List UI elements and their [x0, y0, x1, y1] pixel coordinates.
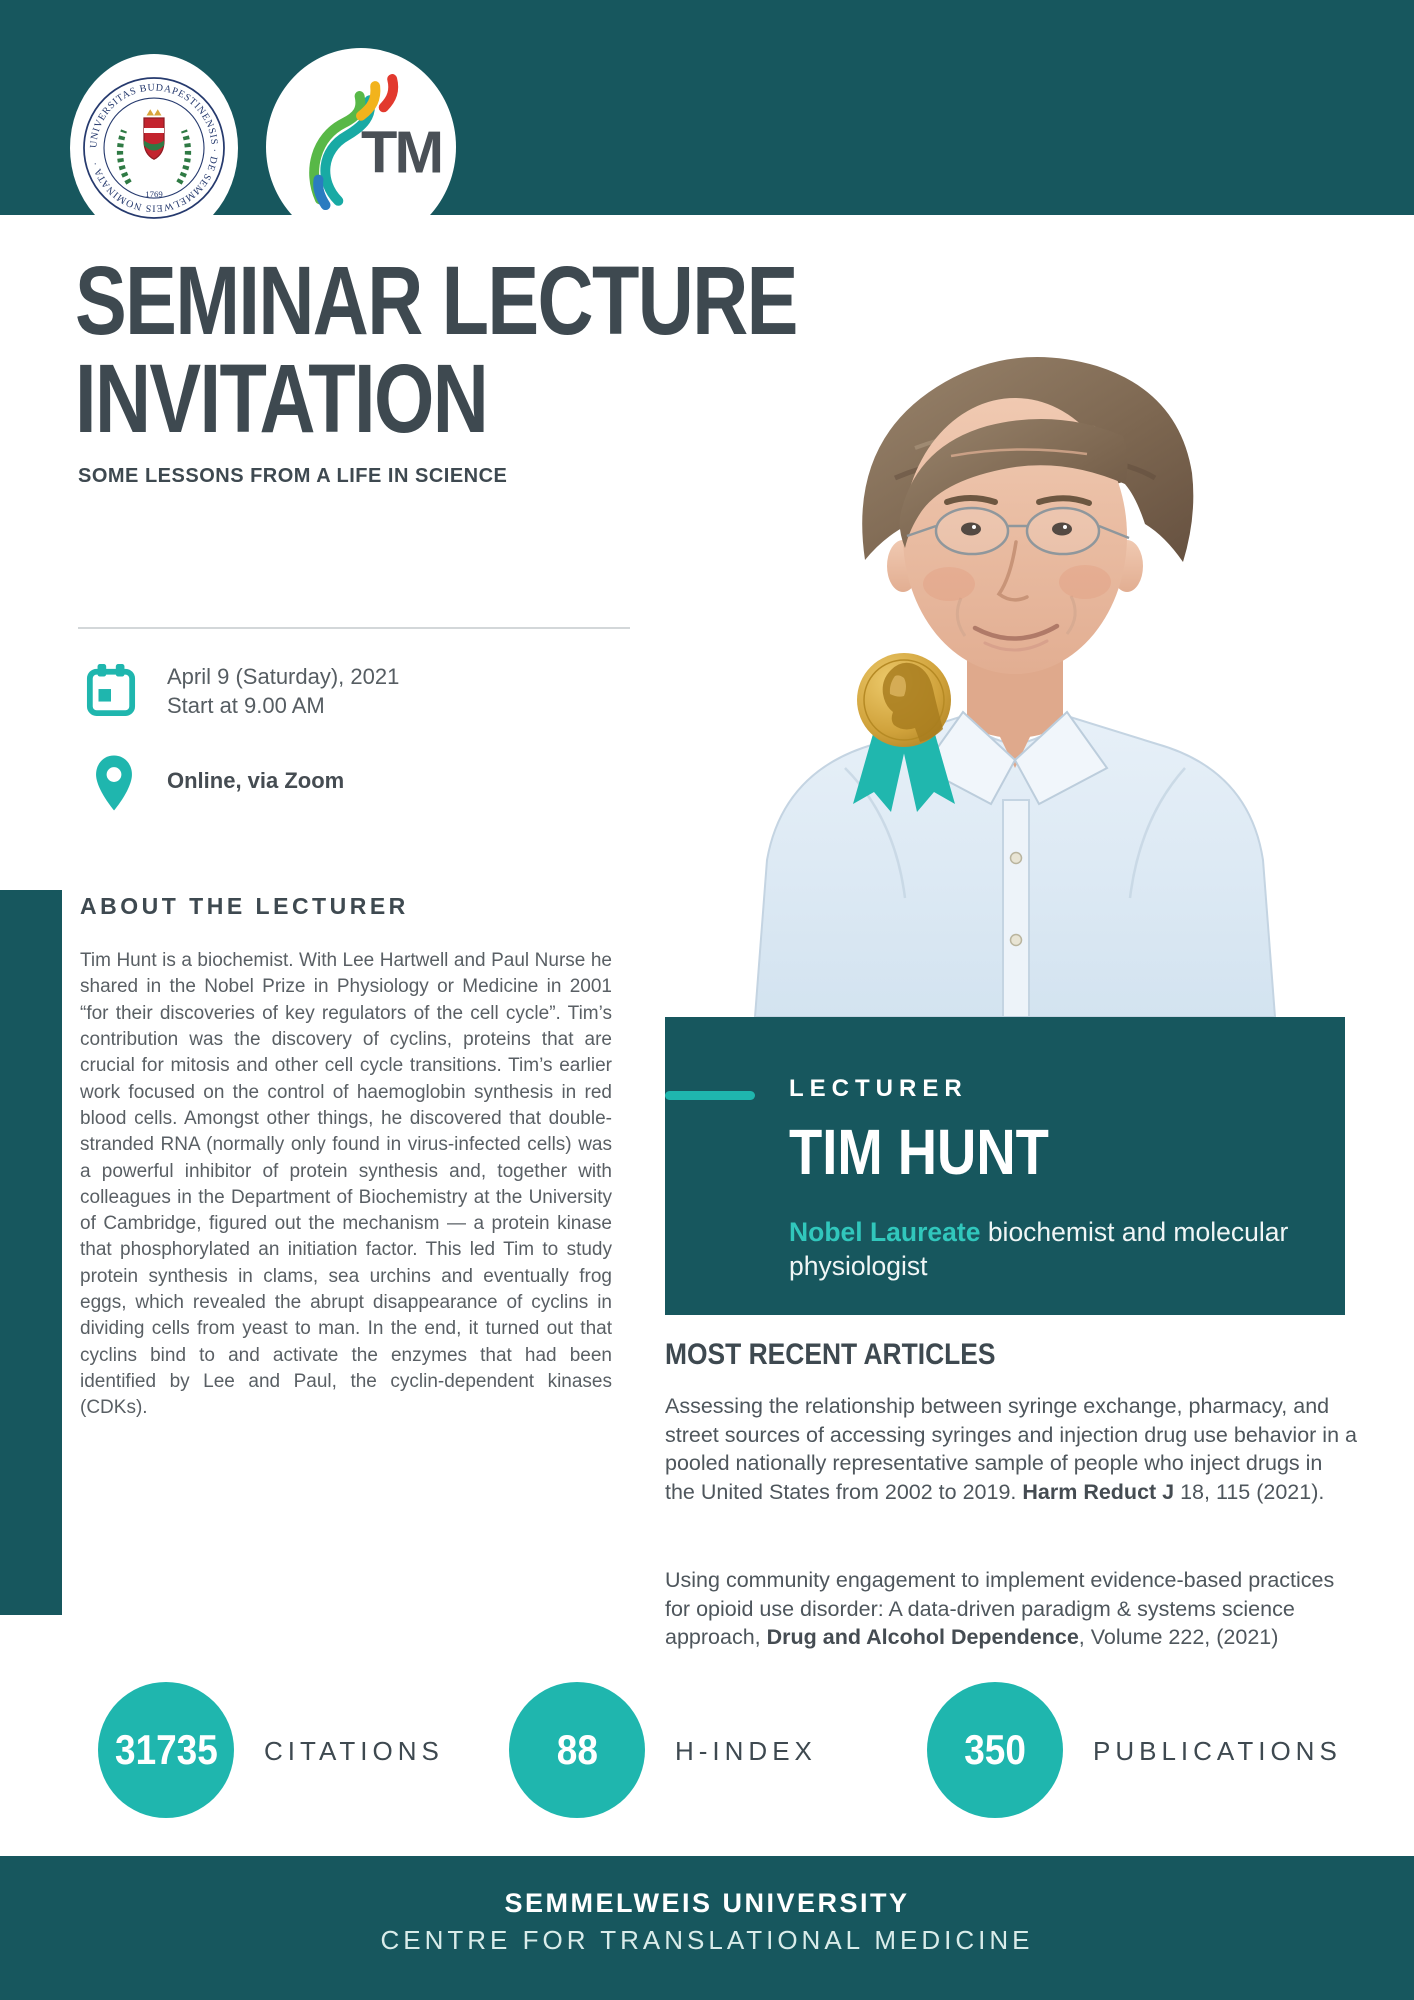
portrait-person: [755, 357, 1275, 1017]
publications-label: PUBLICATIONS: [1093, 1736, 1342, 1766]
footer-centre: CENTRE FOR TRANSLATIONAL MEDICINE: [380, 1925, 1034, 1955]
publications-value: 350: [964, 1726, 1026, 1773]
page-title-line1: SEMINAR LECTURE: [75, 246, 797, 355]
page-title-line2: INVITATION: [75, 343, 488, 453]
event-location: Online, via Zoom: [167, 768, 345, 793]
article-2-journal: Drug and Alcohol Dependence: [766, 1625, 1079, 1650]
lecturer-label: LECTURER: [789, 1075, 968, 1102]
location-pin-icon: [95, 754, 133, 812]
divider-line: [78, 627, 630, 629]
publications-stat-circle: [927, 1682, 1063, 1818]
citations-label: CITATIONS: [264, 1736, 444, 1766]
semmelweis-seal-icon: [79, 64, 229, 232]
ctm-logo-badge: [266, 48, 456, 246]
tm-logo-text: TM: [361, 118, 442, 186]
h-index-stat-circle: [509, 1682, 645, 1818]
lecturer-description: [789, 1215, 1319, 1284]
seal-ring-text: UNIVERSITAS BUDAPESTINENSIS · DE SEMMELWEIS NOMINATA ·: [88, 82, 220, 214]
seal-year-text: 1769: [145, 188, 163, 199]
calendar-icon: [86, 662, 136, 718]
event-date-line1: April 9 (Saturday), 2021: [167, 664, 400, 689]
lecturer-photo: [555, 298, 1345, 1017]
ctm-dna-logo-icon: [276, 58, 446, 236]
article-item: [665, 1392, 1357, 1506]
article-1-ref: 18, 115 (2021).: [1174, 1479, 1325, 1504]
h-index-label: H-INDEX: [675, 1736, 817, 1766]
lecturer-card: [665, 1017, 1345, 1315]
accent-dash: [665, 1091, 755, 1100]
lecturer-name: TIM HUNT: [789, 1116, 1049, 1188]
event-date: [167, 662, 399, 720]
lecturer-description-rest: biochemist and molecular physiologist: [789, 1217, 1289, 1282]
semmelweis-logo-badge: [70, 54, 238, 242]
articles-heading: MOST RECENT ARTICLES: [665, 1338, 996, 1371]
lecture-subtitle: SOME LESSONS FROM A LIFE IN SCIENCE: [78, 465, 508, 487]
left-accent-bar: [0, 890, 62, 1615]
footer-university: SEMMELWEIS UNIVERSITY: [504, 1888, 910, 1918]
event-date-line2: Start at 9.00 AM: [167, 693, 325, 719]
article-1-journal: Harm Reduct J: [1022, 1479, 1175, 1504]
about-paragraph: Tim Hunt is a biochemist. With Lee Hartwell and Paul Nurse he shared in the Nobel Prize in Physiology or Medicine in 2001 “for their discoveries of key regulators of the cell cycle”. Tim’s contribution was the discovery of cyclins, proteins that are crucial for mitosis and other cell cycle transitions. Tim’s earlier work focused on the control of haemoglobin synthesis in red blood cells. Amongst other things, he discovered that double-stranded RNA (normally only found in virus-infected cells) was a powerful inhibitor of protein synthesis and, together with colleagues in the Department of Biochemistry at the University of Cambridge, figured out the mechanism — a protein kinase that phosphorylated an initiation factor. This led Tim to study protein synthesis in clams, sea urchins and eventually frog eggs, which revealed the abrupt disappearance of cyclins in dividing cells from yeast to man. In the end, it turned out that cyclins bind to and activate the enzymes that had been identified by Lee and Paul, the cyclin-dependent kinases (CDKs).: [80, 950, 612, 1419]
article-2-ref: , Volume 222, (2021): [1078, 1625, 1279, 1650]
footer-band: [0, 1856, 1414, 2000]
citations-value: 31735: [114, 1726, 218, 1773]
h-index-value: 88: [556, 1726, 598, 1773]
about-heading: ABOUT THE LECTURER: [80, 893, 409, 919]
lecturer-description-highlight: Nobel Laureate: [789, 1217, 981, 1247]
citations-stat-circle: [98, 1682, 234, 1818]
article-2-text: Using community engagement to implement evidence-based practices for opioid use disorder: A data-driven paradigm & systems science approach,: [665, 1568, 1335, 1650]
article-1-text: Assessing the relationship between syringe exchange, pharmacy, and street sources of accessing syringes and injection drug use behavior in a pooled nationally representative sample of people who inject drugs in the United States from 2002 to 2019.: [665, 1394, 1357, 1504]
article-item: [665, 1566, 1357, 1652]
